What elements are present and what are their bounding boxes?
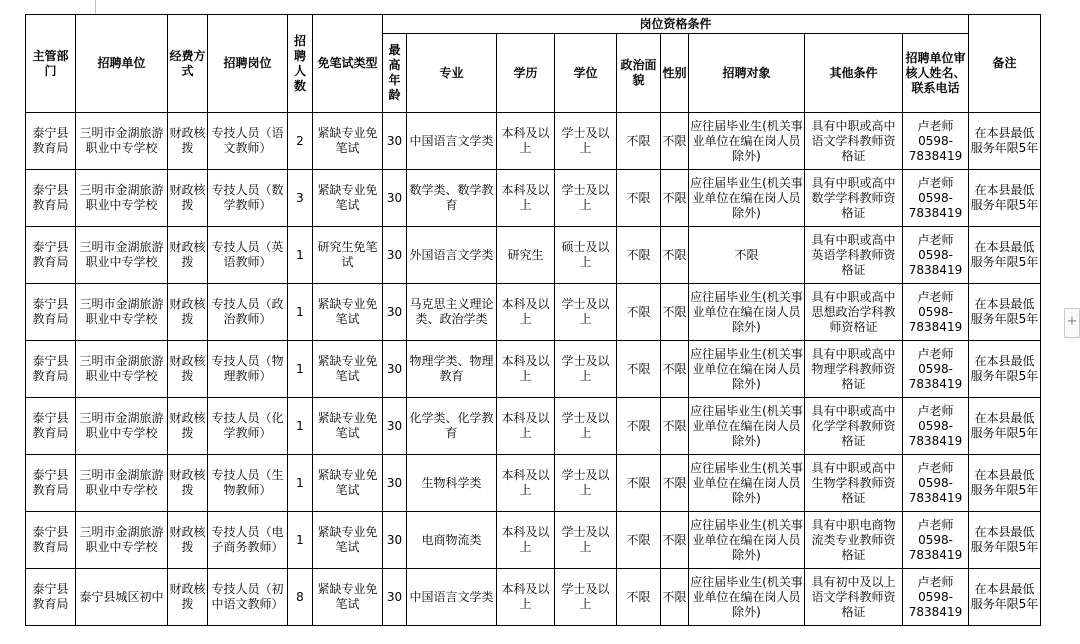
cell-count: 1: [288, 341, 313, 398]
cell-dept: 泰宁县教育局: [26, 455, 76, 512]
header-post: 招聘岗位: [208, 15, 288, 113]
table-row: [26, 569, 1041, 626]
cell-age: 30: [383, 398, 407, 455]
cell-major: 化学类、化学教育: [407, 398, 497, 455]
cell-other: 具有中职或高中数学学科教师资格证: [805, 170, 903, 227]
cell-politics: 不限: [617, 341, 661, 398]
header-age: 最高年龄: [383, 34, 407, 113]
header-gender: 性别: [661, 34, 689, 113]
cell-note: 在本县最低服务年限5年: [969, 113, 1041, 170]
cell-note: 在本县最低服务年限5年: [969, 512, 1041, 569]
header-contact: 招聘单位审核人姓名、联系电话: [903, 34, 969, 113]
cell-contact: 卢老师0598-7838419: [903, 227, 969, 284]
cell-exam: 紧缺专业免笔试: [313, 113, 383, 170]
cell-politics: 不限: [617, 455, 661, 512]
cell-gender: 不限: [661, 512, 689, 569]
table-row: [26, 341, 1041, 398]
cell-major: 电商物流类: [407, 512, 497, 569]
cell-unit: 三明市金湖旅游职业中专学校: [76, 398, 168, 455]
header-target: 招聘对象: [689, 34, 805, 113]
cell-funding: 财政核拨: [168, 569, 208, 626]
cell-major: 生物科学类: [407, 455, 497, 512]
cell-exam: 紧缺专业免笔试: [313, 512, 383, 569]
cell-politics: 不限: [617, 569, 661, 626]
cell-funding: 财政核拨: [168, 455, 208, 512]
cell-note: 在本县最低服务年限5年: [969, 227, 1041, 284]
cell-major: 马克思主义理论类、政治学类: [407, 284, 497, 341]
cell-contact: 卢老师0598-7838419: [903, 284, 969, 341]
table-row: [26, 227, 1041, 284]
cell-target: 应往届毕业生(机关事业单位在编在岗人员除外): [689, 341, 805, 398]
cell-degree: 硕士及以上: [555, 227, 617, 284]
cell-unit: 三明市金湖旅游职业中专学校: [76, 512, 168, 569]
cell-degree: 学士及以上: [555, 341, 617, 398]
cell-exam: 紧缺专业免笔试: [313, 284, 383, 341]
cell-unit: 三明市金湖旅游职业中专学校: [76, 455, 168, 512]
cell-degree: 学士及以上: [555, 569, 617, 626]
cell-note: 在本县最低服务年限5年: [969, 398, 1041, 455]
cell-degree: 学士及以上: [555, 170, 617, 227]
table-row: [26, 455, 1041, 512]
cell-major: 物理学类、物理教育: [407, 341, 497, 398]
cell-other: 具有中职或高中思想政治学科教师资格证: [805, 284, 903, 341]
cell-count: 8: [288, 569, 313, 626]
table-row: [26, 113, 1041, 170]
cell-major: 数学类、数学教育: [407, 170, 497, 227]
cell-gender: 不限: [661, 284, 689, 341]
cell-edu: 本科及以上: [497, 170, 555, 227]
cell-contact: 卢老师0598-7838419: [903, 170, 969, 227]
cell-major: 中国语言文学类: [407, 569, 497, 626]
cell-unit: 三明市金湖旅游职业中专学校: [76, 341, 168, 398]
cell-target: 应往届毕业生(机关事业单位在编在岗人员除外): [689, 455, 805, 512]
cell-other: 具有中职或高中化学学科教师资格证: [805, 398, 903, 455]
header-unit: 招聘单位: [76, 15, 168, 113]
cell-exam: 紧缺专业免笔试: [313, 341, 383, 398]
cell-dept: 泰宁县教育局: [26, 284, 76, 341]
cell-post: 专技人员（政治教师）: [208, 284, 288, 341]
cell-funding: 财政核拨: [168, 170, 208, 227]
cell-funding: 财政核拨: [168, 284, 208, 341]
cell-target: 应往届毕业生(机关事业单位在编在岗人员除外): [689, 512, 805, 569]
cell-note: 在本县最低服务年限5年: [969, 284, 1041, 341]
cell-edu: 本科及以上: [497, 284, 555, 341]
cell-politics: 不限: [617, 398, 661, 455]
cell-contact: 卢老师0598-7838419: [903, 341, 969, 398]
cell-target: 应往届毕业生(机关事业单位在编在岗人员除外): [689, 170, 805, 227]
cell-gender: 不限: [661, 455, 689, 512]
cell-other: 具有中职电商物流类专业教师资格证: [805, 512, 903, 569]
cell-edu: 本科及以上: [497, 113, 555, 170]
cell-unit: 泰宁县城区初中: [76, 569, 168, 626]
header-degree: 学位: [555, 34, 617, 113]
header-count: 招聘人数: [288, 15, 313, 113]
cell-gender: 不限: [661, 227, 689, 284]
cell-count: 2: [288, 113, 313, 170]
header-edu: 学历: [497, 34, 555, 113]
cell-funding: 财政核拨: [168, 398, 208, 455]
cell-age: 30: [383, 341, 407, 398]
cell-post: 专技人员（语文教师）: [208, 113, 288, 170]
cell-other: 具有中职或高中英语学科教师资格证: [805, 227, 903, 284]
cell-contact: 卢老师0598-7838419: [903, 113, 969, 170]
cell-edu: 本科及以上: [497, 341, 555, 398]
cell-target: 应往届毕业生(机关事业单位在编在岗人员除外): [689, 284, 805, 341]
cell-gender: 不限: [661, 170, 689, 227]
cell-target: 应往届毕业生(机关事业单位在编在岗人员除外): [689, 398, 805, 455]
page-boundary-mark: [95, 0, 96, 14]
cell-count: 1: [288, 455, 313, 512]
cell-dept: 泰宁县教育局: [26, 113, 76, 170]
cell-age: 30: [383, 284, 407, 341]
cell-edu: 研究生: [497, 227, 555, 284]
cell-funding: 财政核拨: [168, 113, 208, 170]
cell-dept: 泰宁县教育局: [26, 569, 76, 626]
header-other: 其他条件: [805, 34, 903, 113]
header-funding: 经费方式: [168, 15, 208, 113]
cell-exam: 紧缺专业免笔试: [313, 398, 383, 455]
cell-note: 在本县最低服务年限5年: [969, 170, 1041, 227]
cell-degree: 学士及以上: [555, 512, 617, 569]
cell-post: 专技人员（数学教师）: [208, 170, 288, 227]
cell-age: 30: [383, 227, 407, 284]
cell-unit: 三明市金湖旅游职业中专学校: [76, 170, 168, 227]
cell-age: 30: [383, 455, 407, 512]
cell-note: 在本县最低服务年限5年: [969, 455, 1041, 512]
cell-other: 具有中职或高中生物学科教师资格证: [805, 455, 903, 512]
header-exam: 免笔试类型: [313, 15, 383, 113]
table-row: [26, 284, 1041, 341]
cell-edu: 本科及以上: [497, 569, 555, 626]
cell-edu: 本科及以上: [497, 455, 555, 512]
cell-degree: 学士及以上: [555, 113, 617, 170]
cell-post: 专技人员（电子商务教师）: [208, 512, 288, 569]
cell-politics: 不限: [617, 113, 661, 170]
cell-unit: 三明市金湖旅游职业中专学校: [76, 113, 168, 170]
cell-politics: 不限: [617, 227, 661, 284]
cell-dept: 泰宁县教育局: [26, 170, 76, 227]
add-row-button[interactable]: +: [1064, 308, 1080, 338]
cell-gender: 不限: [661, 341, 689, 398]
cell-note: 在本县最低服务年限5年: [969, 569, 1041, 626]
cell-funding: 财政核拨: [168, 512, 208, 569]
cell-note: 在本县最低服务年限5年: [969, 341, 1041, 398]
cell-age: 30: [383, 113, 407, 170]
cell-exam: 研究生免笔试: [313, 227, 383, 284]
cell-major: 中国语言文学类: [407, 113, 497, 170]
cell-exam: 紧缺专业免笔试: [313, 170, 383, 227]
cell-unit: 三明市金湖旅游职业中专学校: [76, 227, 168, 284]
cell-dept: 泰宁县教育局: [26, 341, 76, 398]
cell-dept: 泰宁县教育局: [26, 398, 76, 455]
cell-exam: 紧缺专业免笔试: [313, 455, 383, 512]
cell-edu: 本科及以上: [497, 398, 555, 455]
table-row: [26, 170, 1041, 227]
cell-count: 1: [288, 284, 313, 341]
cell-count: 1: [288, 227, 313, 284]
cell-major: 外国语言文学类: [407, 227, 497, 284]
table-row: [26, 512, 1041, 569]
cell-contact: 卢老师0598-7838419: [903, 455, 969, 512]
cell-gender: 不限: [661, 113, 689, 170]
header-major: 专业: [407, 34, 497, 113]
cell-target: 不限: [689, 227, 805, 284]
cell-contact: 卢老师0598-7838419: [903, 398, 969, 455]
cell-degree: 学士及以上: [555, 284, 617, 341]
table-row: [26, 398, 1041, 455]
cell-degree: 学士及以上: [555, 455, 617, 512]
cell-post: 专技人员（生物教师）: [208, 455, 288, 512]
cell-politics: 不限: [617, 170, 661, 227]
cell-edu: 本科及以上: [497, 512, 555, 569]
header-dept: 主管部门: [26, 15, 76, 113]
recruitment-table: [25, 14, 1041, 626]
cell-exam: 紧缺专业免笔试: [313, 569, 383, 626]
cell-contact: 卢老师0598-7838419: [903, 512, 969, 569]
cell-post: 专技人员（化学教师）: [208, 398, 288, 455]
cell-gender: 不限: [661, 569, 689, 626]
cell-other: 具有中职或高中物理学科教师资格证: [805, 341, 903, 398]
cell-dept: 泰宁县教育局: [26, 512, 76, 569]
cell-degree: 学士及以上: [555, 398, 617, 455]
cell-post: 专技人员（初中语文教师）: [208, 569, 288, 626]
header-group-qualifications: 岗位资格条件: [383, 15, 969, 34]
cell-count: 1: [288, 398, 313, 455]
cell-count: 1: [288, 512, 313, 569]
cell-post: 专技人员（物理教师）: [208, 341, 288, 398]
cell-other: 具有中职或高中语文学科教师资格证: [805, 113, 903, 170]
cell-politics: 不限: [617, 284, 661, 341]
cell-gender: 不限: [661, 398, 689, 455]
cell-contact: 卢老师0598-7838419: [903, 569, 969, 626]
cell-age: 30: [383, 512, 407, 569]
cell-count: 3: [288, 170, 313, 227]
cell-target: 应往届毕业生(机关事业单位在编在岗人员除外): [689, 113, 805, 170]
cell-age: 30: [383, 569, 407, 626]
cell-politics: 不限: [617, 512, 661, 569]
cell-age: 30: [383, 170, 407, 227]
cell-unit: 三明市金湖旅游职业中专学校: [76, 284, 168, 341]
header-politics: 政治面貌: [617, 34, 661, 113]
cell-funding: 财政核拨: [168, 341, 208, 398]
header-note: 备注: [969, 15, 1041, 113]
cell-funding: 财政核拨: [168, 227, 208, 284]
cell-post: 专技人员（英语教师）: [208, 227, 288, 284]
cell-other: 具有初中及以上语文学科教师资格证: [805, 569, 903, 626]
cell-dept: 泰宁县教育局: [26, 227, 76, 284]
cell-target: 应往届毕业生(机关事业单位在编在岗人员除外): [689, 569, 805, 626]
